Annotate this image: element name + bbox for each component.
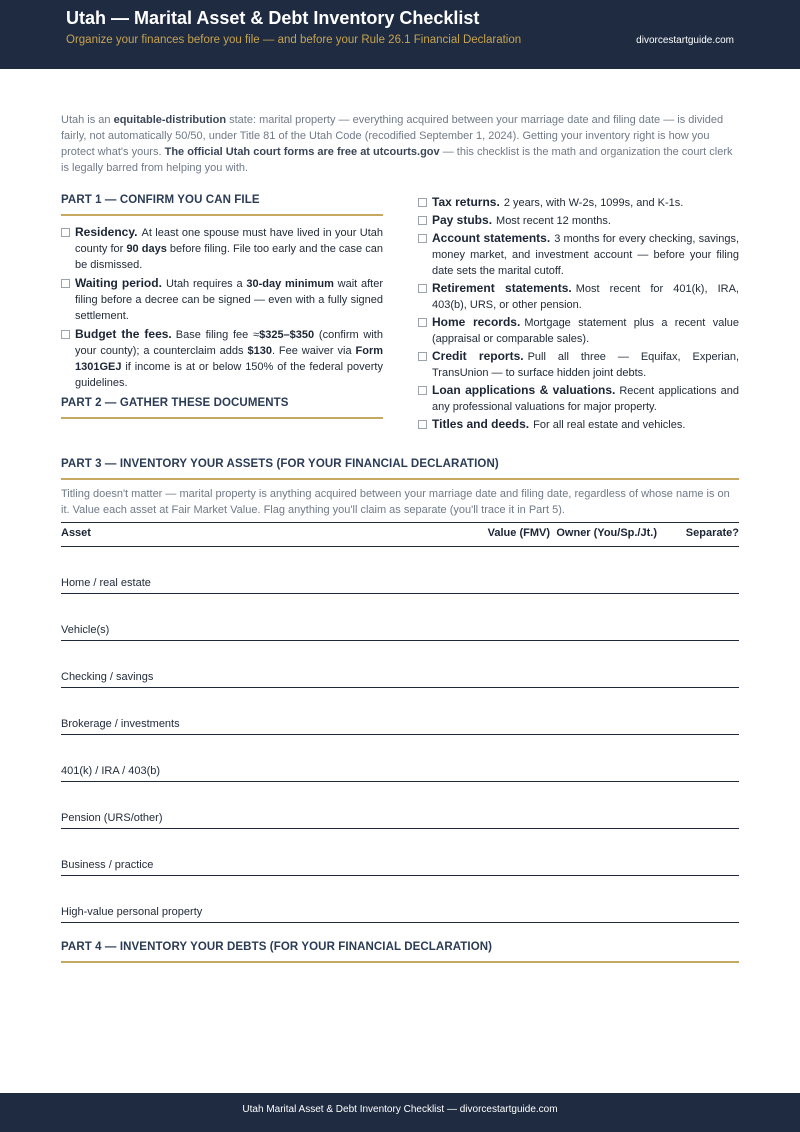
item-text: Mortgage statement plus a recent value (appraisal or comparable sales).: [432, 317, 739, 345]
table-row: [61, 547, 739, 594]
checkbox[interactable]: [418, 318, 427, 327]
item-text: before filing. File too early and the case can be dismissed.: [75, 243, 383, 271]
table-row: [61, 594, 739, 641]
value-field[interactable]: [480, 804, 550, 828]
owner-field[interactable]: [567, 569, 657, 593]
table-row: [61, 641, 739, 688]
item-bold: Form 1301GEJ: [75, 345, 383, 373]
owner-field[interactable]: [567, 804, 657, 828]
asset-label: High-value personal property: [61, 906, 203, 918]
owner-field[interactable]: [567, 757, 657, 781]
item-title: Waiting period.: [75, 276, 162, 290]
part3-section: [61, 458, 739, 923]
separate-field[interactable]: [685, 851, 739, 875]
intro-bold-2: The official Utah court forms are free at utcourts.gov: [164, 146, 440, 158]
checklist-item-titles-deeds: [418, 416, 739, 433]
value-field[interactable]: [480, 569, 550, 593]
separate-field[interactable]: [685, 804, 739, 828]
checkbox[interactable]: [418, 234, 427, 243]
table-row: [61, 688, 739, 735]
item-text: Recent applications and any professional valuations for major property.: [432, 385, 739, 413]
item-text: Most recent for 401(k), IRA, 403(b), URS, or other pension.: [432, 283, 739, 311]
checklist-item-waiting-period: [61, 275, 383, 324]
item-title: Retirement statements.: [432, 281, 572, 295]
asset-label: Home / real estate: [61, 577, 151, 589]
checklist-item-pay-stubs: [418, 212, 739, 229]
separate-field[interactable]: [685, 757, 739, 781]
checkbox[interactable]: [418, 420, 427, 429]
part3-heading: PART 3 — INVENTORY YOUR ASSETS (FOR YOUR FINANCIAL DECLARATION): [61, 458, 739, 480]
item-bold: 90 days: [126, 243, 167, 255]
item-text: wait after filing before a decree can be signed — even with a fully signed settlement.: [75, 278, 384, 322]
asset-label: Pension (URS/other): [61, 812, 163, 824]
item-text: if income is at or below 150% of the federal poverty guidelines.: [75, 361, 383, 389]
separate-field[interactable]: [685, 710, 739, 734]
page-footer: Utah Marital Asset & Debt Inventory Checklist — divorcestartguide.com: [0, 1093, 800, 1132]
item-title: Home records.: [432, 315, 521, 329]
item-title: Loan applications & valuations.: [432, 383, 616, 397]
checkbox[interactable]: [418, 284, 427, 293]
table-row: [61, 876, 739, 923]
column-header-owner: Owner (You/Sp./Jt.): [556, 527, 657, 539]
asset-label: Vehicle(s): [61, 624, 110, 636]
checkbox[interactable]: [418, 198, 427, 207]
page-title: Utah — Marital Asset & Debt Inventory Checklist: [66, 8, 480, 28]
asset-label: 401(k) / IRA / 403(b): [61, 765, 161, 777]
item-title: Account statements.: [432, 231, 551, 245]
checklist-item-account-statements: [418, 230, 739, 279]
item-text: Pull all three — Equifax, Experian, TransUnion — to surface hidden joint debts.: [432, 351, 740, 379]
asset-table-header: [61, 522, 739, 547]
intro-paragraph: [61, 112, 739, 176]
item-text: For all real estate and vehicles.: [533, 419, 686, 431]
checkbox[interactable]: [61, 279, 70, 288]
owner-field[interactable]: [567, 616, 657, 640]
separate-field[interactable]: [685, 569, 739, 593]
item-text: Utah requires a: [165, 278, 247, 290]
asset-label: Business / practice: [61, 859, 154, 871]
part4-section: [61, 941, 739, 963]
item-bold: 30-day minimum: [246, 278, 334, 290]
checklist-item-credit-reports: [418, 348, 739, 381]
column-header-separate: Separate?: [685, 527, 739, 539]
part1-heading: PART 1 — CONFIRM YOU CAN FILE: [61, 194, 383, 216]
separate-field[interactable]: [685, 616, 739, 640]
value-field[interactable]: [480, 663, 550, 687]
separate-field[interactable]: [685, 898, 739, 922]
part3-note: Titling doesn't matter — marital property is anything acquired between your marriage date and filing date, regardless of whose name is on it. Value each asset at Fair Market Value. Flag anything you'll claim as separate (you'll trace it in Part 5).: [61, 488, 730, 516]
checklist-item-loan-applications: [418, 382, 739, 415]
item-text: Base filing fee ≈: [175, 329, 260, 341]
intro-text-1: Utah is an: [61, 114, 114, 126]
page-subtitle: Organize your finances before you file — and before your Rule 26.1 Financial Declaration: [66, 34, 522, 46]
value-field[interactable]: [480, 851, 550, 875]
value-field[interactable]: [480, 898, 550, 922]
checklist-item-fees: [61, 326, 383, 391]
item-text: At least one spouse must have lived in your Utah county for: [75, 227, 383, 255]
checkbox[interactable]: [418, 216, 427, 225]
value-field[interactable]: [480, 757, 550, 781]
page-header: [0, 0, 800, 69]
left-column: [61, 194, 383, 419]
asset-label: Brokerage / investments: [61, 718, 180, 730]
checklist-item-residency: [61, 224, 383, 273]
item-text: Most recent 12 months.: [496, 215, 611, 227]
checkbox[interactable]: [418, 352, 427, 361]
intro-bold-1: equitable-distribution: [113, 114, 227, 126]
column-header-asset: Asset: [61, 527, 91, 539]
checkbox[interactable]: [61, 330, 70, 339]
part2-checklist: [418, 194, 739, 433]
intro-text-2: state: marital property — everything acquired between your marriage date and filing date — is divided fairly, not automatically 50/50, under Title 81 of the Utah Code (recodified September 1, 2024). Getting your inventory right is how you protect what's yours.: [61, 114, 724, 158]
asset-label: Checking / savings: [61, 671, 154, 683]
column-header-value: Value (FMV): [487, 527, 550, 539]
part4-heading: PART 4 — INVENTORY YOUR DEBTS (FOR YOUR FINANCIAL DECLARATION): [61, 941, 739, 963]
value-field[interactable]: [480, 616, 550, 640]
item-text: (confirm with your county); a counterclaim adds: [75, 329, 383, 357]
checklist-item-home-records: [418, 314, 739, 347]
table-row: [61, 735, 739, 782]
table-row: [61, 782, 739, 829]
table-row: [61, 829, 739, 876]
checklist-item-tax-returns: [418, 194, 739, 211]
part1-checklist: [61, 224, 383, 391]
item-title: Titles and deeds.: [432, 417, 530, 431]
item-title: Budget the fees.: [75, 327, 172, 341]
owner-field[interactable]: [567, 898, 657, 922]
checkbox[interactable]: [418, 386, 427, 395]
right-column: [418, 194, 739, 434]
site-link[interactable]: divorcestartguide.com: [636, 35, 734, 46]
item-title: Pay stubs.: [432, 213, 493, 227]
checkbox[interactable]: [61, 228, 70, 237]
item-title: Credit reports.: [432, 349, 524, 363]
item-title: Residency.: [75, 225, 138, 239]
owner-field[interactable]: [567, 663, 657, 687]
item-bold: $130: [247, 345, 272, 357]
item-title: Tax returns.: [432, 195, 500, 209]
item-text: 2 years, with W-2s, 1099s, and K-1s.: [503, 197, 684, 209]
owner-field[interactable]: [567, 710, 657, 734]
item-text: 3 months for every checking, savings, money market, and investment account — before your filing date sets the marital cutoff.: [432, 233, 739, 277]
value-field[interactable]: [480, 710, 550, 734]
separate-field[interactable]: [685, 663, 739, 687]
part2-heading: PART 2 — GATHER THESE DOCUMENTS: [61, 397, 383, 419]
item-text: . Fee waiver via: [271, 345, 356, 357]
checklist-item-retirement: [418, 280, 739, 313]
intro-text-3: — this checklist is the math and organization the court clerk is legally barred from helping you with.: [61, 146, 733, 174]
item-bold: $325–$350: [259, 329, 315, 341]
owner-field[interactable]: [567, 851, 657, 875]
